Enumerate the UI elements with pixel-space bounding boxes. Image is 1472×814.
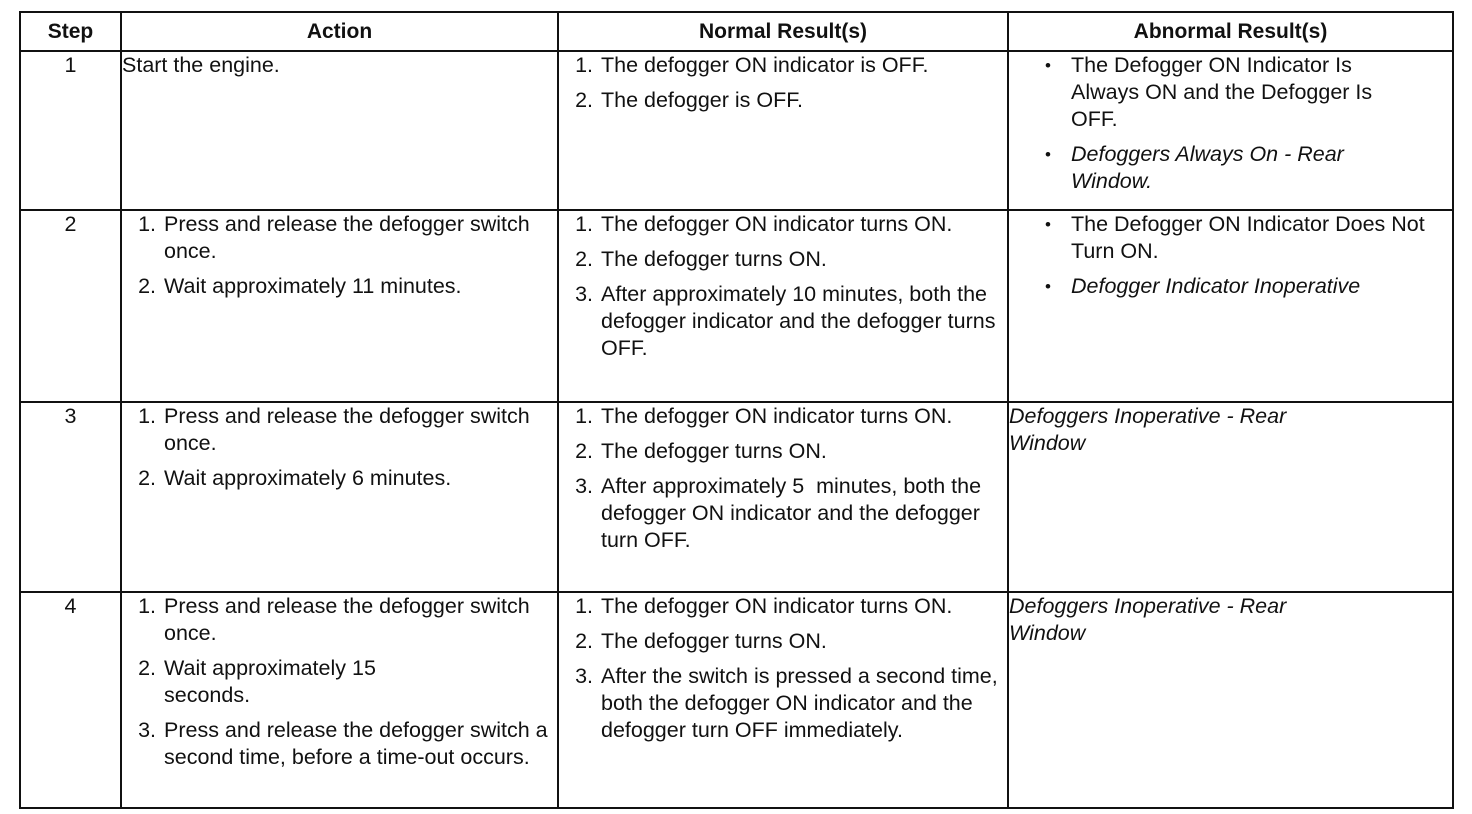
- bullet-icon: •: [1045, 56, 1051, 75]
- list-item: 3. Press and release the defogger switch a second time, before a time-out occurs.: [138, 718, 548, 769]
- table-row: [20, 210, 1453, 402]
- list-item: 2. The defogger turns ON.: [575, 247, 827, 271]
- list-item: • The Defogger ON Indicator Is Always ON and the Defogger Is OFF.: [1045, 53, 1373, 131]
- step-number: 4: [20, 592, 121, 808]
- list-item: 1. The defogger ON indicator is OFF.: [575, 53, 929, 77]
- normal-results-cell: [558, 210, 1008, 402]
- bullet-icon: •: [1045, 145, 1051, 164]
- action-text: Start the engine.: [122, 53, 280, 77]
- abnormal-results-cell: [1008, 210, 1453, 402]
- action-cell: [121, 51, 558, 210]
- header-normal-results: Normal Result(s): [558, 12, 1008, 51]
- list-item: 3. After approximately 5 minutes, both the defogger ON indicator and the defogger turn OFF.: [575, 474, 988, 552]
- step-number: 2: [20, 210, 121, 402]
- step-number: 1: [20, 51, 121, 210]
- abnormal-results-cell: [1008, 51, 1453, 210]
- list-item: 1. Press and release the defogger switch once.: [138, 212, 530, 263]
- list-item: 2. Wait approximately 6 minutes.: [138, 466, 452, 490]
- normal-results-cell: [558, 592, 1008, 808]
- header-step: Step: [20, 12, 121, 51]
- action-cell: [121, 592, 558, 808]
- abnormal-result-text: Defoggers Inoperative - Rear Window: [1009, 594, 1287, 645]
- list-item: 3. After the switch is pressed a second time, both the defogger ON indicator and the defogger turn OFF immediately.: [575, 664, 998, 742]
- bullet-icon: •: [1045, 277, 1051, 296]
- header-action: Action: [121, 12, 558, 51]
- list-item: • The Defogger ON Indicator Does Not Turn ON.: [1045, 212, 1425, 263]
- list-item: 1. The defogger ON indicator turns ON.: [575, 212, 953, 236]
- list-item: 1. Press and release the defogger switch once.: [138, 594, 530, 645]
- normal-results-cell: [558, 402, 1008, 592]
- header-abnormal-results: Abnormal Result(s): [1008, 12, 1453, 51]
- header-row: [20, 12, 1453, 51]
- step-number: 3: [20, 402, 121, 592]
- list-item: 2. The defogger turns ON.: [575, 439, 827, 463]
- list-item: • Defogger Indicator Inoperative: [1045, 274, 1361, 298]
- list-item: 1. Press and release the defogger switch once.: [138, 404, 530, 455]
- list-item: • Defoggers Always On - Rear Window.: [1045, 142, 1344, 193]
- table-row: [20, 592, 1453, 808]
- action-cell: [121, 210, 558, 402]
- normal-results-cell: [558, 51, 1008, 210]
- diagnostic-table: [19, 11, 1454, 809]
- abnormal-results-cell: [1008, 592, 1453, 808]
- list-item: 3. After approximately 10 minutes, both the defogger indicator and the defogger turns OFF.: [575, 282, 996, 360]
- table-row: [20, 51, 1453, 210]
- list-item: 2. Wait approximately 15 seconds.: [138, 656, 376, 707]
- list-item: 1. The defogger ON indicator turns ON.: [575, 594, 953, 618]
- list-item: 2. Wait approximately 11 minutes.: [138, 274, 462, 298]
- bullet-icon: •: [1045, 215, 1051, 234]
- action-cell: [121, 402, 558, 592]
- abnormal-results-cell: [1008, 402, 1453, 592]
- table-row: [20, 402, 1453, 592]
- list-item: 1. The defogger ON indicator turns ON.: [575, 404, 953, 428]
- list-item: 2. The defogger turns ON.: [575, 629, 827, 653]
- abnormal-result-text: Defoggers Inoperative - Rear Window: [1009, 404, 1287, 455]
- list-item: 2. The defogger is OFF.: [575, 88, 803, 112]
